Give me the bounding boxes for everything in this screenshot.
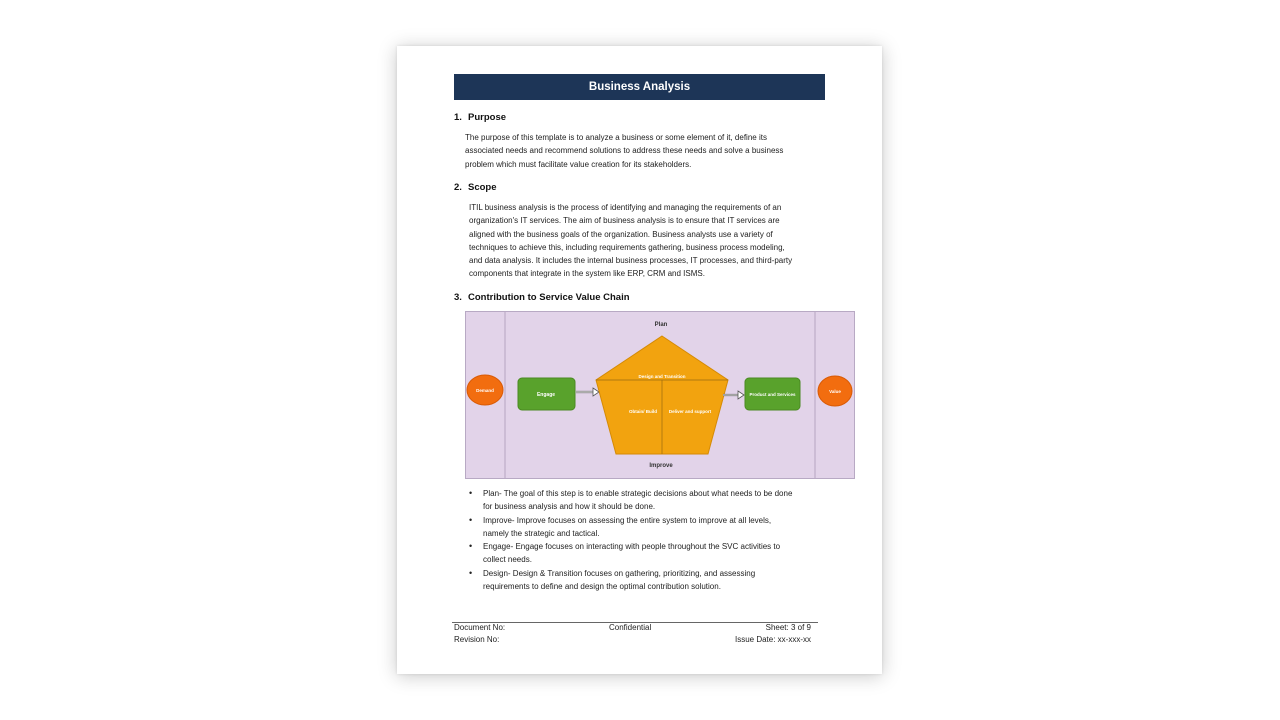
bullet-improve: • Improve- Improve focuses on assessing the entire system to improve at all levels, namely the strategic and tactical. xyxy=(467,514,827,541)
section-heading-scope: 2. Scope xyxy=(454,182,497,193)
footer-sheet-number: Sheet: 3 of 9 xyxy=(765,623,811,632)
purpose-paragraph: The purpose of this template is to analyze a business or some element of it, define its associated needs and recommend solutions to address these needs and solve a business problem which must facilitate value creation for its stakeholders. xyxy=(465,133,784,169)
deliver-support-label: Deliver and support xyxy=(668,409,712,414)
product-services-label: Product and Services xyxy=(749,392,796,397)
diagram-improve-label: Improve xyxy=(649,463,673,469)
bullet-design: • Design- Design & Transition focuses on gathering, prioritizing, and assessing requirements to define and design the optimal contribution solution. xyxy=(467,567,827,594)
engage-label: Engage xyxy=(536,392,556,398)
scope-paragraph: ITIL business analysis is the process of identifying and managing the requirements of an organization's IT services. The aim of business analysis is to ensure that IT services are aligned with the business goals of the organization. Business analysts use a variety of techniques to achieve this, including requirements gathering, business process modeling, and data analysis. It includes the internal business processes, IT processes, and third-party components that integrate in the system like ERP, CRM and ISMS. xyxy=(469,203,793,279)
footer-document-no: Document No: xyxy=(454,623,506,632)
section-heading-purpose: 1. Purpose xyxy=(454,112,507,123)
design-transition-label: Design and Transition xyxy=(638,374,686,379)
demand-label: Demand xyxy=(476,388,494,393)
bullet-plan: • Plan- The goal of this step is to enable strategic decisions about what needs to be done for business analysis and how it should be done. xyxy=(467,487,827,514)
section-heading-contribution: 3. Contribution to Service Value Chain xyxy=(454,292,630,303)
diagram-plan-label: Plan xyxy=(654,322,668,328)
document-page xyxy=(397,46,882,674)
value-chain-bullet-list xyxy=(467,487,827,593)
footer-revision-no: Revision No: xyxy=(454,635,500,644)
value-label: Value xyxy=(829,389,841,394)
obtain-build-label: Obtain/ Build xyxy=(629,409,657,414)
service-value-chain-diagram xyxy=(465,311,855,479)
document-title: Business Analysis xyxy=(454,74,825,100)
footer-confidential: Confidential xyxy=(609,623,652,632)
footer-issue-date: Issue Date: xx-xxx-xx xyxy=(734,635,811,644)
bullet-engage: • Engage- Engage focuses on interacting with people throughout the SVC activities to collect needs. xyxy=(467,540,827,567)
